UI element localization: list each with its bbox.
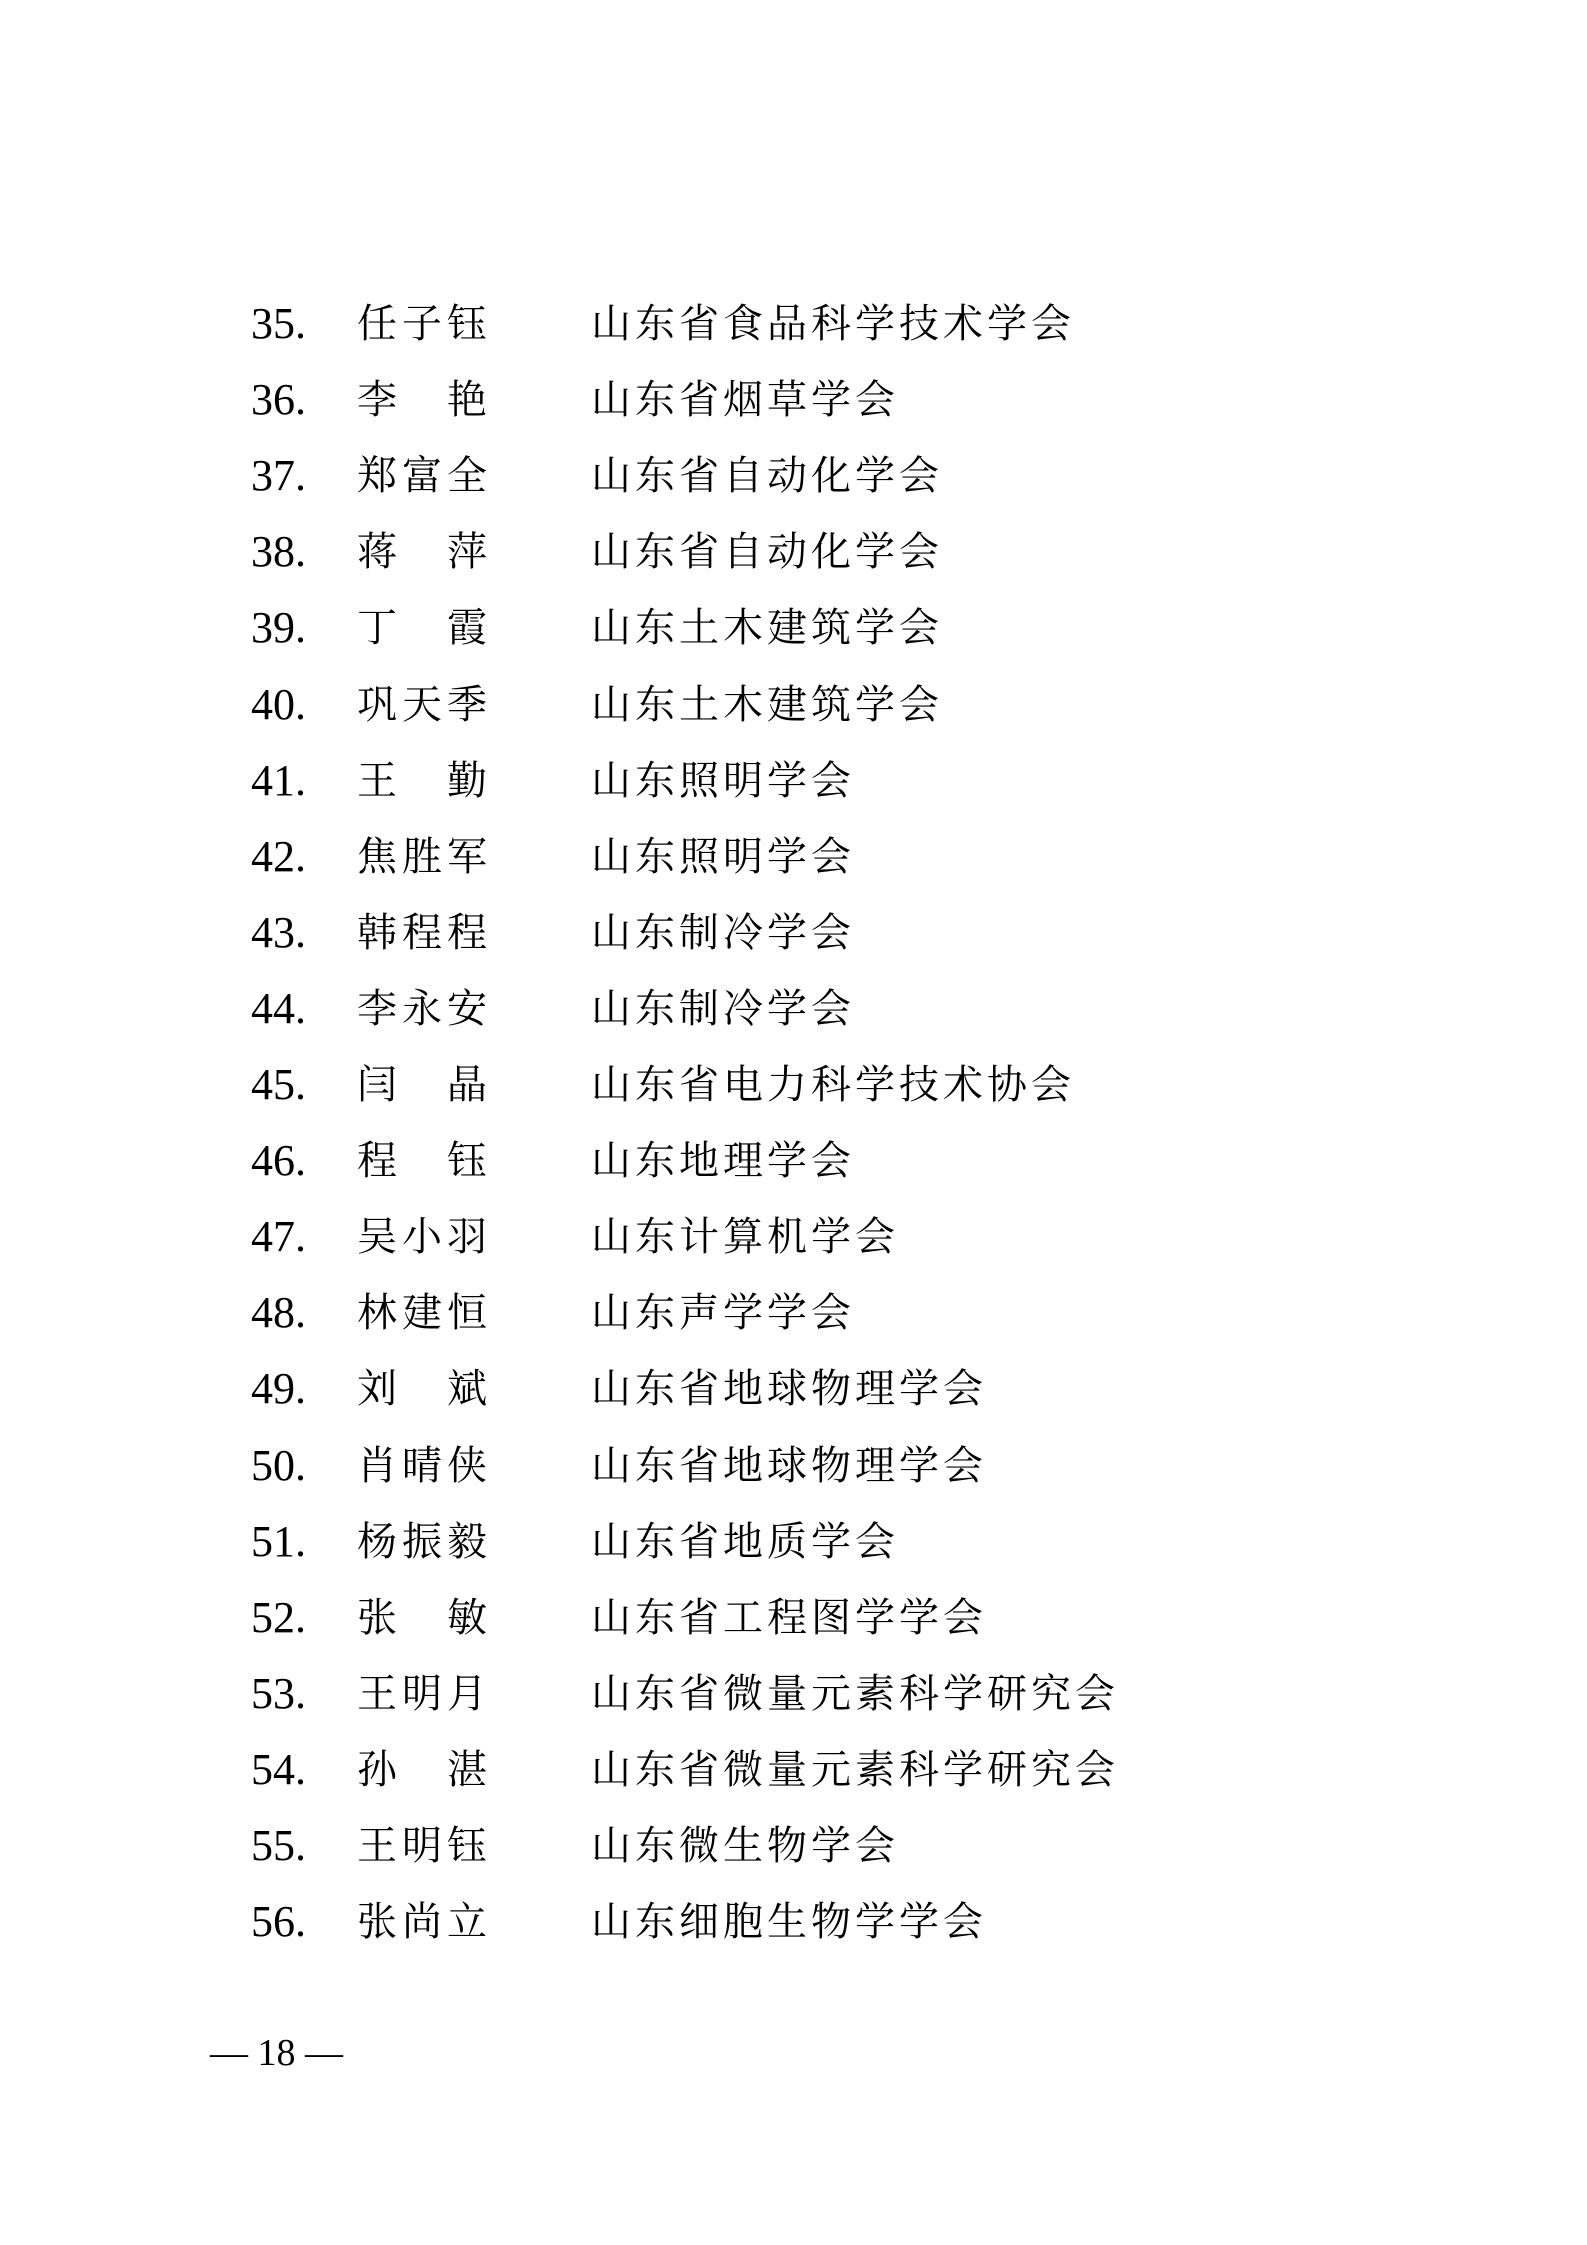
entry-number: 47. <box>251 1212 306 1262</box>
person-name: 巩天季 <box>357 681 492 728</box>
organization-name: 山东照明学会 <box>591 757 855 804</box>
person-name: 程 钰 <box>357 1138 487 1185</box>
person-name: 郑富全 <box>357 453 492 500</box>
entry-number: 41. <box>251 755 306 805</box>
list-item <box>0 1732 1587 1808</box>
organization-name: 山东省地球物理学会 <box>591 1366 987 1413</box>
person-name: 王明月 <box>357 1670 492 1717</box>
entry-number: 49. <box>251 1364 306 1414</box>
list-item <box>0 895 1587 971</box>
person-name: 焦胜军 <box>357 833 492 880</box>
list-item <box>0 1047 1587 1123</box>
entry-number: 53. <box>251 1668 306 1718</box>
list-item <box>0 590 1587 666</box>
organization-name: 山东细胞生物学学会 <box>591 1899 987 1946</box>
person-name: 李永安 <box>357 985 492 1032</box>
person-name: 刘 斌 <box>357 1366 487 1413</box>
organization-name: 山东省自动化学会 <box>591 529 943 576</box>
entry-number: 38. <box>251 527 306 577</box>
organization-name: 山东省自动化学会 <box>591 453 943 500</box>
person-name: 李 艳 <box>357 377 487 424</box>
organization-name: 山东地理学会 <box>591 1138 855 1185</box>
list-item <box>0 1428 1587 1504</box>
list-item <box>0 819 1587 895</box>
organization-name: 山东省烟草学会 <box>591 377 899 424</box>
list-item <box>0 743 1587 819</box>
list-item <box>0 1656 1587 1732</box>
organization-name: 山东制冷学会 <box>591 985 855 1032</box>
entry-number: 43. <box>251 907 306 957</box>
page-number: — 18 — <box>210 2032 343 2074</box>
entry-number: 45. <box>251 1060 306 1109</box>
person-name: 王明钰 <box>357 1823 492 1869</box>
entry-number: 37. <box>251 451 306 501</box>
organization-name: 山东土木建筑学会 <box>591 605 943 652</box>
person-name: 韩程程 <box>357 909 492 956</box>
list-item <box>0 1808 1587 1884</box>
person-name: 林建恒 <box>357 1290 492 1337</box>
entry-number: 51. <box>251 1516 306 1566</box>
organization-name: 山东省微量元素科学研究会 <box>591 1746 1119 1793</box>
organization-name: 山东省地球物理学会 <box>591 1442 987 1489</box>
list-item <box>0 1275 1587 1351</box>
list-item <box>0 362 1587 438</box>
organization-name: 山东声学学会 <box>591 1290 855 1337</box>
person-name: 吴小羽 <box>357 1214 492 1261</box>
entry-number: 52. <box>251 1592 306 1642</box>
organization-name: 山东省食品科学技术学会 <box>591 301 1075 347</box>
organization-name: 山东微生物学会 <box>591 1823 899 1869</box>
list-item <box>0 971 1587 1047</box>
list-item <box>0 667 1587 743</box>
list-item <box>0 286 1587 362</box>
list-item <box>0 1580 1587 1656</box>
person-name: 丁 霞 <box>357 605 487 652</box>
person-name: 孙 湛 <box>357 1746 487 1793</box>
person-name: 张尚立 <box>357 1899 492 1946</box>
entry-number: 35. <box>251 299 306 348</box>
organization-name: 山东省地质学会 <box>591 1518 899 1565</box>
person-name: 肖晴侠 <box>357 1442 492 1489</box>
list-item <box>0 1123 1587 1199</box>
organization-name: 山东省工程图学学会 <box>591 1594 987 1641</box>
person-name: 杨振毅 <box>357 1518 492 1565</box>
person-name: 张 敏 <box>357 1594 487 1641</box>
person-name: 闫 晶 <box>357 1062 487 1108</box>
entry-number: 42. <box>251 831 306 881</box>
entry-number: 54. <box>251 1744 306 1794</box>
person-name: 王 勤 <box>357 757 487 804</box>
organization-name: 山东省微量元素科学研究会 <box>591 1670 1119 1717</box>
organization-name: 山东省电力科学技术协会 <box>591 1062 1075 1108</box>
person-name: 任子钰 <box>357 301 492 347</box>
list-item <box>0 1199 1587 1275</box>
entry-number: 55. <box>251 1821 306 1870</box>
list-item <box>0 1504 1587 1580</box>
organization-name: 山东土木建筑学会 <box>591 681 943 728</box>
entry-number: 50. <box>251 1440 306 1490</box>
organization-name: 山东计算机学会 <box>591 1214 899 1261</box>
entry-number: 46. <box>251 1136 306 1186</box>
organization-name: 山东照明学会 <box>591 833 855 880</box>
list-item <box>0 1351 1587 1427</box>
entry-number: 39. <box>251 603 306 653</box>
organization-name: 山东制冷学会 <box>591 909 855 956</box>
entry-number: 44. <box>251 983 306 1033</box>
entry-number: 56. <box>251 1897 306 1947</box>
list-item <box>0 514 1587 590</box>
list-item <box>0 1884 1587 1960</box>
entry-number: 48. <box>251 1288 306 1338</box>
list-item <box>0 438 1587 514</box>
person-name: 蒋 萍 <box>357 529 487 576</box>
entry-number: 40. <box>251 679 306 729</box>
entry-number: 36. <box>251 375 306 425</box>
